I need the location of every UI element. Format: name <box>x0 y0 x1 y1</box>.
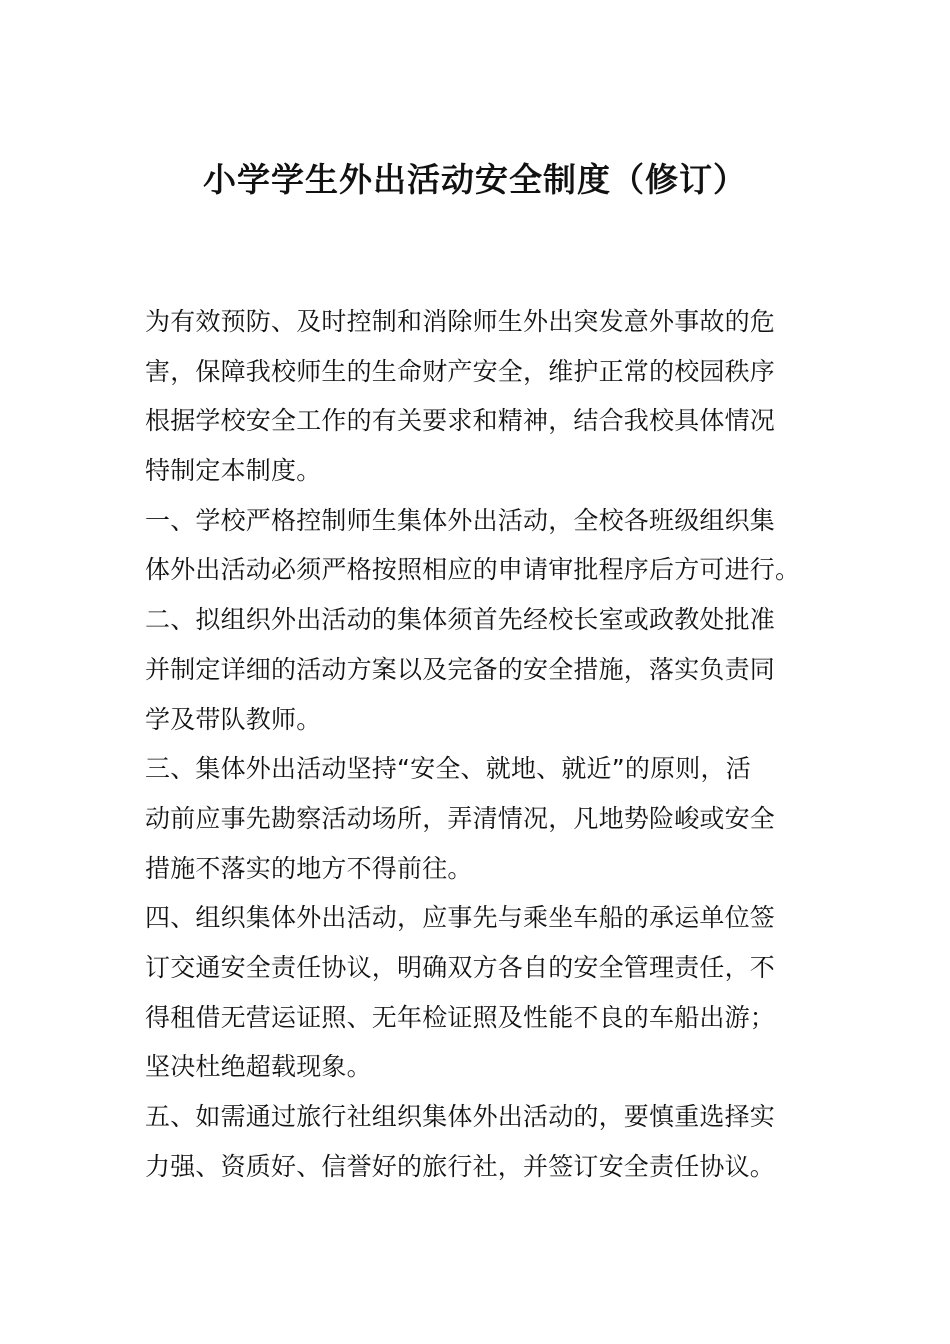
body-line: 特制定本制度。 <box>145 456 322 486</box>
body-line: 一、学校严格控制师生集体外出活动，全校各班级组织集 <box>145 505 776 535</box>
body-line: 力强、资质好、信誉好的旅行社，并签订安全责任协议。 <box>145 1151 776 1181</box>
body-line: 订交通安全责任协议，明确双方各自的安全管理责任，不 <box>145 952 776 982</box>
body-line: 动前应事先勘察活动场所，弄清情况，凡地势险峻或安全 <box>145 803 776 833</box>
body-line: 三、集体外出活动坚持“安全、就地、就近”的原则，活 <box>145 754 751 784</box>
body-line: 学及带队教师。 <box>145 704 322 734</box>
body-line: 坚决杜绝超载现象。 <box>145 1052 372 1082</box>
document-title: 小学学生外出活动安全制度（修订） <box>203 160 747 199</box>
body-line: 五、如需通过旅行社组织集体外出活动的，要慎重选择实 <box>145 1102 776 1131</box>
body-line: 得租借无营运证照、无年检证照及性能不良的车船出游； <box>145 1002 776 1032</box>
body-line: 并制定详细的活动方案以及完备的安全措施，落实负责同 <box>145 654 776 684</box>
body-line: 体外出活动必须严格按照相应的申请审批程序后方可进行。 <box>145 555 801 585</box>
body-line: 二、拟组织外出活动的集体须首先经校长室或政教处批准 <box>145 605 776 635</box>
body-line: 四、组织集体外出活动，应事先与乘坐车船的承运单位签 <box>145 903 776 933</box>
body-line: 措施不落实的地方不得前往。 <box>145 853 473 883</box>
body-line: 为有效预防、及时控制和消除师生外出突发意外事故的危 <box>145 307 776 336</box>
document-body <box>145 297 810 1191</box>
body-line: 根据学校安全工作的有关要求和精神，结合我校具体情况 <box>145 406 776 436</box>
body-line: 害，保障我校师生的生命财产安全，维护正常的校园秩序 <box>145 356 776 386</box>
